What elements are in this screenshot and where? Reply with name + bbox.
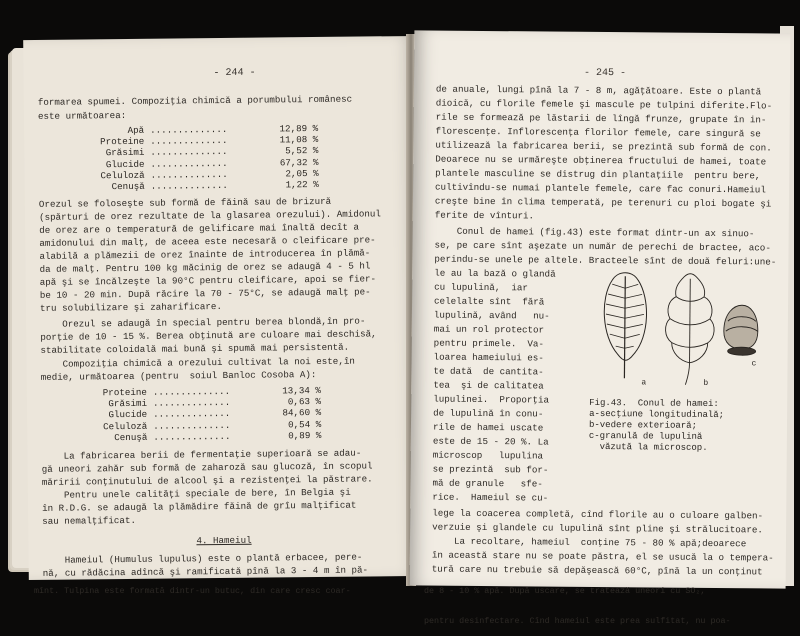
figure-label-c: c (751, 359, 757, 369)
table-row: Cenuşă .............. 0,89 % (114, 429, 322, 443)
narrow-line-3: celelalte sînt fără (434, 295, 545, 308)
rice-line-12: stabilitate coloidală mai bună şi spumă mai persistentă. (40, 341, 350, 356)
left-page (23, 36, 421, 580)
right-top-line-13: perindu-se unele pe altele. Bracteele sînt de două feluri:une- (434, 253, 777, 268)
right-bottom-line-1: lege la coacerea completă, cînd florile au o culoare galben- (432, 507, 764, 522)
left-intro-line-2: este următoarea: (37, 109, 127, 122)
hops-line-2: nă, cu rădăcina adîncă şi ramificată pînă la 3 - 4 m în pă- (42, 564, 369, 579)
narrow-line-13: este de 15 - 20 %. La (432, 435, 549, 448)
right-bottom-line-7: pentru desinfectare. Cînd hameiul este prea sulfitat, nu poa- (424, 616, 731, 626)
rice-line-1: Orezul se foloseşte sub formă de făină sau de brizură (38, 195, 332, 210)
right-bottom-line-5: tură care nu trebuie să depăşească 60°C, pînă la un conţinut (431, 563, 763, 578)
figure-a-longitudinal-section (604, 273, 647, 379)
right-top-line-9: creşte bine în clima temperată, pe terenuri cu ploi bogate şi (434, 195, 772, 210)
after-line-4: Pentru unele calităţi speciale de bere, în Belgia şi (41, 486, 351, 501)
narrow-line-1: le au la bază o glandă (434, 267, 556, 280)
narrow-line-14: microscop lupulina (432, 449, 544, 462)
figure-caption-line-2: a-secţiune longitudinală; (589, 408, 725, 421)
after-line-6: sau nemalţificat. (42, 514, 137, 527)
narrow-line-15: se prezintă sub for- (432, 463, 549, 476)
rice-line-5: alabilă a plămezii de orez înainte de introducerea în plămă- (39, 247, 371, 262)
table-row: Celuloză .............. 0,54 % (103, 418, 322, 432)
right-bottom-line-6: de 8 - 10 % apă. După uscare, se tratează uneori cu SO₂, (424, 586, 706, 596)
narrow-line-5: mai un rol protector (433, 323, 545, 336)
figure-b-exterior-view (665, 274, 715, 385)
table-row: Cenuşă .............. 1,22 % (111, 178, 319, 193)
right-top-line-11: Conul de hamei (fig.43) este format dintr-un ax sinuo- (434, 225, 755, 240)
rice-composition-table (77, 385, 322, 444)
narrow-line-17: rice. Hameiul se cu- (432, 491, 549, 504)
rice-line-11: porţie de 10 - 15 %. Berea obţinută are culoare mai deschisă, (40, 328, 377, 343)
right-top-line-5: utilizează la fabricarea berii, se prezintă sub formă de con. (435, 139, 772, 154)
section-heading-hops: 4. Hameiul (196, 534, 252, 547)
right-page-number: - 245 - (584, 67, 627, 80)
figure-label-a: a (641, 378, 647, 388)
hops-line-3: mînt. Tulpina este formată dintr-un butuc, din care cresc coar- (34, 586, 351, 596)
figure-caption-line-4: c-granulă de lupulină (588, 430, 703, 442)
narrow-line-2: cu lupulină, iar (434, 281, 528, 294)
right-top-line-12: se, pe care sînt aşezate un număr de perechi de bractee, aco- (434, 239, 771, 254)
narrow-line-10: lupulinei. Proporţia (433, 393, 550, 406)
figure-caption-line-3: b-vedere exterioară; (588, 419, 698, 431)
narrow-line-7: loarea hameiului es- (433, 351, 544, 364)
figure-caption-line-1: Fig.43. Conul de hamei: (589, 397, 719, 410)
right-top-line-8: cultivîndu-se numai plantele femele, care fac conuri.Hameiul (435, 181, 766, 196)
table-row: Grăsimi .............. 0,63 % (108, 396, 322, 410)
narrow-line-9: tea şi de calitatea (433, 379, 544, 392)
after-line-1: La fabricarea berii de fermentaţie superioară se adau- (41, 447, 362, 462)
narrow-line-6: pentru primele. Va- (433, 337, 545, 350)
right-bottom-line-3: La recoltare, hameiul conţine 75 - 80 % apă;deoarece (431, 535, 747, 550)
after-line-2: gă uneori zahăr sub formă de zaharoză sau glucoză, în scopul (41, 460, 373, 475)
hops-line-1: Hameiul (Humulus lupulus) este o plantă erbacee, pere- (42, 551, 363, 566)
table-row: Grăsimi .............. 5,52 % (105, 145, 319, 159)
rice-line-8: be 10 - 20 min. După răcire la 70 - 75°C, se adaugă malţ pe- (39, 286, 371, 301)
right-top-line-3: rile se formează pe lăstarii de lîngă frunze, grupate în in- (435, 111, 767, 126)
rice-line-2: (spărturi de orez rezultate de la glasarea orezului). Amidonul (38, 208, 381, 223)
right-bottom-line-2: verzuie şi glandele cu lupulină sînt pline şi strălucitoare. (432, 521, 763, 536)
right-top-line-2: dioică, cu florile femele şi mascule pe tulpini diferite.Flo- (435, 97, 773, 112)
right-bottom-line-4: în această stare nu se poate păstra, el se usucă la o tempera- (431, 549, 774, 564)
rice-line-14: medie, următoarea (pentru soiul Banloc Cosoba A): (40, 369, 317, 383)
right-top-line-1: de anuale, lungi pînă la 7 - 8 m, agăţătoare. Este o plantă (435, 83, 762, 98)
narrow-line-16: mă de granule sfe- (432, 477, 543, 490)
right-top-line-7: plantele masculine se distrug din plantaţiile pentru bere, (435, 167, 761, 182)
table-row: Celuloză .............. 2,05 % (100, 167, 319, 182)
left-bottom-continuation (34, 566, 404, 606)
right-top-line-10: ferite de vînturi. (434, 209, 535, 222)
narrow-line-12: rile de hamei uscate (432, 421, 544, 434)
rice-line-7: apă şi se încălzeşte la 90°C pentru cleificare, apoi se fier- (39, 273, 377, 288)
hop-cone-figure (593, 258, 762, 399)
left-intro-line-1: formarea spumei. Compoziţia chimică a porumbului românesc (37, 93, 353, 108)
figure-c-lupulin-granule (724, 305, 758, 355)
table-row: Apă .............. 12,89 % (127, 122, 319, 136)
rice-line-4: amidonului din malţ, de aceea este necesară o cleificare pre- (39, 234, 376, 249)
rice-line-9: tru solubilizare şi zaharificare. (39, 301, 222, 314)
right-top-line-4: florescenţe. Inflorescenţa florilor femele, care singură se (435, 125, 761, 140)
table-row: Proteine .............. 13,34 % (102, 384, 321, 399)
rice-line-10: Orezul se adaugă în special pentru berea blondă,în pro- (40, 315, 366, 330)
figure-label-b: b (703, 378, 709, 388)
figure-caption-line-5: văzută la microscop. (588, 441, 708, 453)
right-bottom-continuation (424, 566, 784, 636)
rice-line-3: de orez are o temperatură de gelificare mai înaltă decît a (39, 221, 359, 236)
table-row: Glucide .............. 84,60 % (108, 407, 322, 421)
corn-composition-table (74, 123, 319, 193)
after-line-3: măririi conţinutului de alcool şi a rezistenţei la păstrare. (41, 473, 373, 488)
right-page (410, 30, 791, 588)
after-line-5: în R.D.G. se adaugă la plămădire făină de grîu malţificat (42, 499, 357, 514)
narrow-line-8: te dată de cantita- (433, 365, 544, 378)
left-page-number: - 244 - (213, 67, 256, 80)
table-row: Proteine .............. 11,08 % (100, 134, 319, 148)
narrow-line-11: de lupulină în conu- (433, 407, 544, 420)
rice-line-13: Compoziţia chimică a orezului cultivat la noi este,în (40, 355, 355, 370)
rice-line-6: da de malţ. Pentru 100 kg măcinig de orez se adaugă 4 - 5 hl (39, 260, 371, 275)
open-book (8, 22, 794, 594)
narrow-line-4: lupulină, având nu- (433, 309, 550, 322)
right-top-line-6: Deoarece nu se urmăreşte obţinerea fructului de hamei, toate (435, 153, 767, 168)
table-row: Glucide .............. 67,32 % (105, 156, 319, 170)
